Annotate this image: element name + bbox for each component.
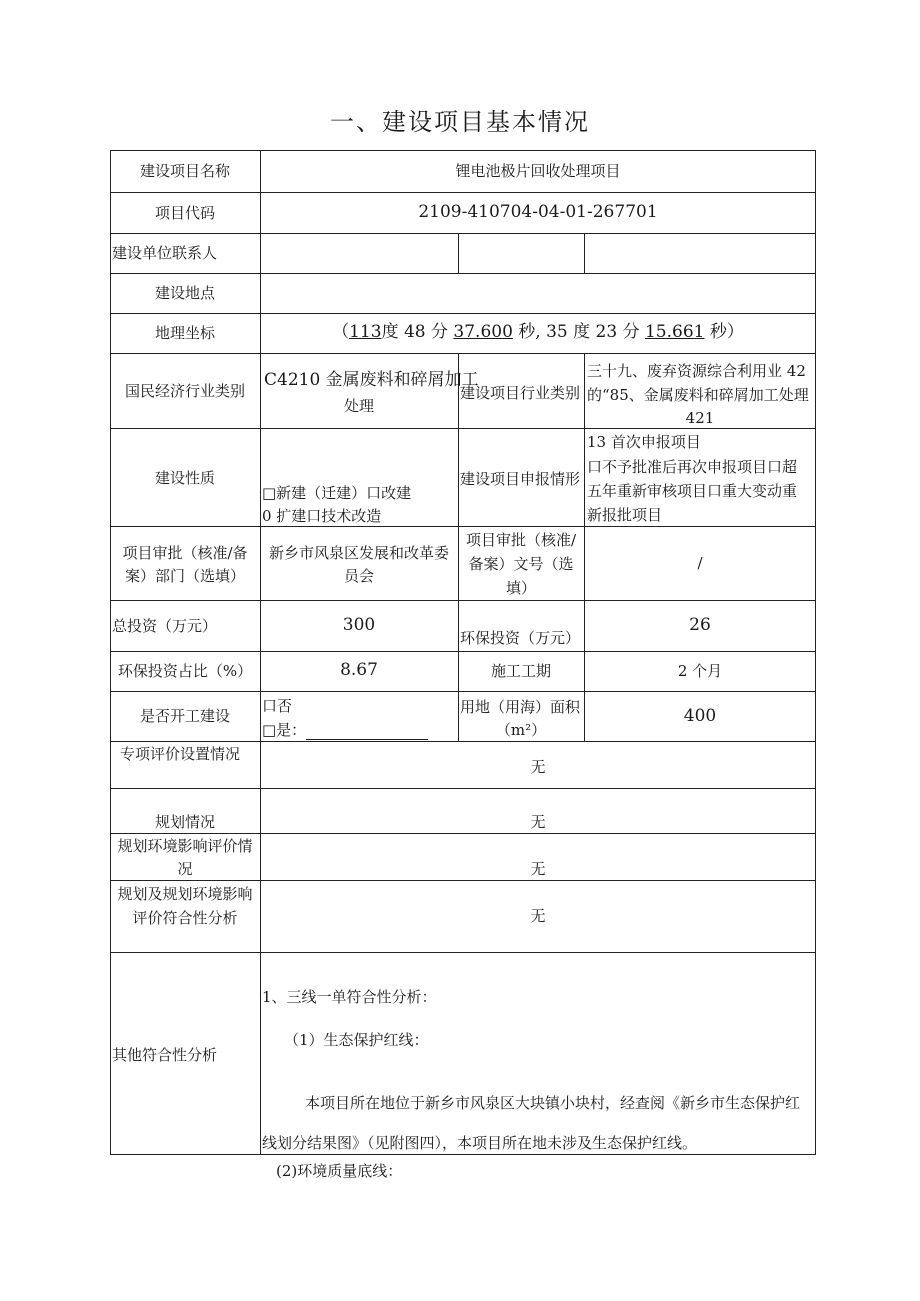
column-divider (584, 233, 585, 273)
planning-eia-label-line1: 规划环境影响评价情 (117, 837, 253, 855)
approval-dept-value-line2: 员会 (343, 567, 374, 585)
row-divider (110, 600, 816, 601)
coordinates-label: 地理坐标 (154, 324, 215, 342)
land-area-value: 400 (683, 706, 717, 726)
env-investment-label: 环保投资（万元） (460, 629, 581, 647)
coordinates-value: （113度 48 分 37.600 秒, 35 度 23 分 15.661 秒） (332, 322, 744, 342)
planning-compliance-label-line1: 规划及规划环境影响 (117, 885, 253, 903)
industry-category-label: 国民经济行业类别 (124, 382, 245, 400)
column-divider (458, 233, 459, 273)
other-heading-three-lines: 1、三线一单符合性分析： (262, 988, 437, 1006)
special-evaluation-label: 专项评价设置情况 (120, 745, 241, 763)
planning-eia-label-line2: 况 (177, 860, 193, 878)
project-code-value: 2109-410704-04-01-267701 (418, 202, 658, 222)
approval-number-value: / (697, 554, 703, 572)
construction-nature-label: 建设性质 (154, 469, 215, 487)
project-industry-label: 建设项目行业类别 (460, 384, 581, 402)
project-industry-value-line2: 的“85、金属废料和碎屑加工处理 (587, 386, 809, 404)
approval-dept-label-line2: 案）部门（选填） (124, 567, 245, 585)
other-paragraph-line2: 线划分结果图》（见附图四），本项目所在地未涉及生态保护红线。 (262, 1134, 698, 1152)
row-divider (110, 833, 816, 834)
approval-number-label-line3: 填） (505, 579, 536, 597)
row-divider (110, 741, 816, 742)
industry-category-value-line2: 处理 (343, 397, 374, 415)
planning-compliance-label-line2: 评价符合性分析 (132, 909, 238, 927)
planning-eia-value: 无 (530, 860, 546, 878)
other-heading-ecology: （1）生态保护红线： (284, 1031, 429, 1049)
location-label: 建设地点 (154, 284, 215, 302)
row-divider (110, 651, 816, 652)
row-divider (110, 313, 816, 314)
industry-category-value-line1: C4210 金属废料和碎屑加工 (264, 370, 479, 390)
row-divider (110, 353, 816, 354)
planning-label: 规划情况 (154, 813, 215, 831)
application-type-line4: 新报批项目 (587, 506, 663, 524)
application-type-line3: 五年重新审核项目口重大变动重 (587, 482, 798, 500)
project-industry-value-line3: 421 (685, 409, 715, 427)
project-name-value: 锂电池极片回收处理项目 (455, 162, 621, 180)
total-investment-value: 300 (342, 615, 376, 635)
page-title: 一、建设项目基本情况 (330, 108, 590, 136)
approval-number-label-line1: 项目审批（核准/ (465, 531, 577, 549)
application-type-line2: 口不予批准后再次申报项目口超 (587, 458, 798, 476)
started-label: 是否开工建设 (139, 707, 230, 725)
construction-nature-line2: 0 扩建口技术改造 (262, 507, 382, 525)
construction-period-label: 施工工期 (490, 662, 551, 680)
column-divider (260, 150, 261, 1155)
started-option-yes[interactable]: □是： (262, 720, 428, 740)
other-compliance-label: 其他符合性分析 (112, 1046, 218, 1064)
application-type-label: 建设项目申报情形 (460, 470, 581, 488)
project-name-label: 建设项目名称 (139, 162, 230, 180)
planning-compliance-value: 无 (530, 907, 546, 925)
land-area-label-line1: 用地（用海）面积 (460, 698, 581, 716)
contact-label: 建设单位联系人 (112, 244, 218, 262)
row-divider (110, 428, 816, 429)
land-area-label-line2: （m²） (495, 721, 547, 739)
row-divider (110, 233, 816, 234)
approval-number-label-line2: 备案）文号（选 (468, 555, 574, 573)
env-ratio-value: 8.67 (340, 660, 378, 680)
planning-value: 无 (530, 813, 546, 831)
project-code-label: 项目代码 (154, 204, 215, 222)
started-option-no[interactable]: 口否 (262, 697, 293, 715)
application-type-line1: 13 首次申报项目 (587, 433, 701, 451)
row-divider (110, 952, 816, 953)
env-investment-value: 26 (689, 615, 711, 635)
footer-heading: (2)环境质量底线： (276, 1162, 403, 1180)
row-divider (110, 880, 816, 881)
special-evaluation-value: 无 (530, 758, 546, 776)
project-industry-value-line1: 三十九、废弃资源综合利用业 42 (587, 362, 806, 380)
approval-dept-value-line1: 新乡市风泉区发展和改革委 (268, 544, 449, 562)
row-divider (110, 192, 816, 193)
other-paragraph-line1: 本项目所在地位于新乡市风泉区大块镇小块村，经查阅《新乡市生态保护红 (305, 1094, 801, 1112)
row-divider (110, 691, 816, 692)
total-investment-label: 总投资（万元） (112, 617, 218, 635)
construction-nature-line1: □新建（迁建）口改建 (262, 484, 412, 502)
env-ratio-label: 环保投资占比（%） (117, 662, 253, 680)
construction-period-value: 2 个月 (677, 662, 723, 680)
row-divider (110, 273, 816, 274)
row-divider (110, 788, 816, 789)
approval-dept-label-line1: 项目审批（核准/备 (122, 544, 248, 562)
row-divider (110, 526, 816, 527)
